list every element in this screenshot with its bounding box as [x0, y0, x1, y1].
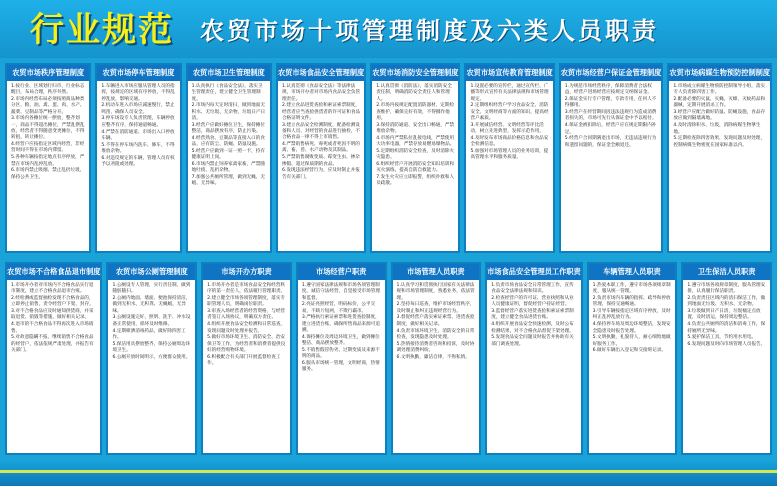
panel-title: 市场经营户职责 — [298, 264, 385, 280]
rule-line: 4.及时发布市场商品价格信息和食品安全检测信息。 — [470, 135, 549, 148]
rule-line: 3.保持消防通道、安全出口畅通，严禁堆放杂物。 — [376, 122, 455, 135]
rule-line: 1.遵守市场各项规章制度，服从管理安排，认真履行保洁职责。 — [687, 283, 766, 295]
rule-line: 6.做好车辆出入登记和交接班记录。 — [592, 348, 666, 354]
rule-panel — [276, 63, 366, 253]
rule-line: 2.坚持每日巡查，维护市场经营秩序，及时制止和纠正违规经营行为。 — [396, 302, 475, 314]
panel-title: 车辆管理人员职责 — [589, 264, 676, 280]
rule-line: 2.亮证亮照经营，明码标价，公平交易，不缺斤短两，不欺行霸市。 — [301, 302, 376, 314]
rule-line: 5.文明执勤，礼貌待人，耐心细致地做好服务工作。 — [592, 335, 671, 347]
rule-line: 3.垃圾做到日产日清，垃圾桶定点放置，及时清运，保持周边整洁。 — [687, 309, 761, 321]
rule-line: 5.严禁销售腐败变质、霉变生虫、掺杂掺假、超过保质期的食品。 — [281, 155, 360, 167]
rule-line: 1.认真执行《食品安全法》，落实卫生管理责任，建立健全卫生管理制度。 — [191, 84, 263, 102]
rule-line: 5.不销售假冒伪劣、过期变质及来源不明的商品。 — [301, 347, 380, 360]
panel-body — [7, 280, 100, 453]
panel-body — [298, 280, 385, 453]
rule-line: 4.严禁在消防通道、市场出入口停放车辆。 — [101, 129, 175, 141]
rule-panel — [296, 262, 387, 455]
panel-body — [466, 81, 552, 251]
rule-panel — [5, 63, 91, 253]
rule-line: 6.发现问题及时向市场管理人员报告。 — [687, 342, 766, 348]
panel-title: 农贸市场停车管理制度 — [97, 65, 179, 81]
footer-accent-line — [0, 470, 777, 473]
rule-line: 3.经营户应配合做好防鼠、防蝇设施，食品存放应做到隔墙离地。 — [673, 110, 766, 122]
rule-line: 3.引导车辆按指定区域有序停放，及时纠正乱停乱放行为。 — [592, 309, 671, 321]
rule-line: 5.对故意隐瞒不报、继续销售不合格食品的经营户，依法依规严肃处理，并报告有关部门。 — [11, 335, 94, 353]
rule-line: 5.经营户合同期满退出市场，无违法违规行为和遗留问题的，保证金全额退还。 — [564, 136, 657, 148]
banner-header — [0, 0, 777, 58]
rule-line: 5.经营户应做到一证一照一卡，持有健康证明上岗。 — [191, 148, 265, 161]
management-rules-row — [5, 63, 772, 253]
panel-body — [669, 81, 770, 251]
rule-line: 4.及时清除积水、垃圾，消除病媒生物孳生地。 — [673, 123, 761, 135]
rule-panel — [464, 63, 554, 253]
rule-line: 3.建立食品安全检测制度，配备检测设备和人员，对经营的食品进行抽检，不合格食品一律不得上市销售。 — [281, 122, 361, 141]
panel-body — [561, 81, 662, 251]
rule-line: 3.经营户在经营期间因违法违规行为造成消费者损失的，市场可先行从保证金中予以赔付。 — [564, 110, 657, 122]
panel-body — [97, 81, 179, 251]
rule-line: 1.认真学习和贯彻执行国家有关法律法规和市场管理制度，熟悉业务，依法管理。 — [396, 283, 475, 301]
rule-line: 7.加强公共厕所管理，做到无蝇、无蛆、无异味。 — [191, 175, 265, 187]
rule-line: 2.保证金实行专户管理，专款专用，任何人不得挪用。 — [564, 97, 657, 109]
rule-line: 2.市场内经营布局必须按照商品种类分区，粮、油、禽、蛋、肉、水产、蔬菜、豆制品等严格分开。 — [11, 97, 85, 115]
rule-line: 2.经检测或监督抽检发现不合格食品的，立即停止销售，责令经营户下架、封存。 — [11, 296, 94, 308]
page-title: 农贸市场十项管理制度及六类人员职责 — [200, 17, 659, 45]
rule-line: 1.认真贯彻《食品安全法》等法律法规，市场开办者对市场内食品安全负管理责任。 — [281, 84, 361, 102]
footer-band — [0, 461, 777, 486]
rule-line: 5.爱护保洁工具，节约用水用电。 — [687, 335, 757, 341]
panel-body — [203, 280, 290, 453]
rule-line: 2.定期组织经营户学习食品安全、消防安全、文明经商等方面的知识，提高经营户素质。 — [470, 103, 549, 121]
rule-line: 3.公厕设施完好，照明、洗手、冲水设备正常使用，损坏及时维修。 — [112, 315, 191, 327]
rule-line: 2.公厕内地面、墙面、便池保持清洁，做到无积水、无积粪、无蝇蛆、无异味。 — [112, 296, 191, 314]
rule-line: 1.车辆进入市场应服从管理人员的指挥，按规定的区域有序停放，不得乱停乱放，影响交通。 — [101, 84, 175, 102]
panel-body — [683, 280, 770, 453]
rule-line: 2.负责责任区域内的清扫保洁工作，做到地面无垃圾、无积水、无杂物。 — [687, 296, 766, 308]
rule-panel — [485, 262, 582, 455]
rule-line: 6.发现违法经营行为，应及时制止并报告有关部门。 — [281, 168, 360, 180]
rule-line: 1.遵守国家法律法规和市场各项管理制度，诚信守法经营，自觉接受市场管理和监督。 — [301, 283, 380, 301]
rule-panel — [370, 63, 460, 253]
rule-line: 3.停车场设专人负责管理，车辆停放应整齐有序，保持通道畅通。 — [101, 116, 175, 128]
panel-body — [188, 81, 270, 251]
panel-body — [589, 280, 676, 453]
rule-line: 1.市场成立病媒生物预防控制领导小组，落实专人负责除四害工作。 — [673, 84, 766, 96]
rule-line: 5.各种车辆按指定地点有序停放，严禁在市场内乱停乱放。 — [11, 155, 85, 167]
rule-line: 1.为规范市场经营秩序，保障消费者合法权益，经营户进场经营应按规定交纳保证金。 — [564, 84, 653, 96]
rule-line: 4.严禁销售病死、毒死或者死因不明的禽、畜、兽、水产动物及其制品。 — [281, 142, 360, 154]
rule-line: 6.文明执勤，廉洁自律，不徇私情。 — [396, 354, 470, 360]
rule-line: 2.建立食品进货查验和索证索票制度，经营者应当查验供货者的许可证和食品合格证明文件。 — [281, 103, 361, 121]
rule-line: 1.按行业、区域划行归市，行业标志醒目，布局合理，秩序井然。 — [11, 84, 85, 96]
panel-body — [372, 81, 458, 251]
panel-title: 农贸市场病媒生物预防控制制度 — [669, 65, 770, 81]
rule-line: 3.对不合格食品应及时通知供货商，并采取退货、销毁等措施，做好相关记录。 — [11, 309, 94, 321]
rule-panel — [681, 262, 772, 455]
panel-title: 农贸市场不合格食品退市制度 — [7, 264, 100, 280]
rule-line: 6.对违反规定的车辆，管理人员有权予以劝阻或处理。 — [101, 155, 175, 168]
rule-line: 2.负责市场内车辆的指挥、疏导和停放管理，保持交通畅通。 — [592, 296, 671, 308]
panel-body — [108, 280, 195, 453]
rule-line: 6.市场内禁止饲养家禽家畜，严禁随地吐痰、乱扔杂物。 — [191, 162, 265, 174]
rule-line: 3.监督经营户落实进货查验和索证索票制度，建立健全食品进货台账。 — [491, 309, 574, 321]
panel-body — [393, 280, 480, 453]
industry-standard-title: 行业规范 — [30, 10, 174, 50]
panel-body — [487, 280, 580, 453]
rule-line: 4.保持停车场及周边环境整洁，发现安全隐患及时报告处理。 — [592, 322, 671, 334]
panel-body — [278, 81, 364, 251]
rule-panel — [201, 262, 292, 455]
panel-title: 市场管理人员职责 — [393, 264, 480, 280]
rule-line: 6.市场内禁止吸烟、禁止乱扔垃圾，保持公共卫生。 — [11, 168, 85, 180]
rule-panel — [559, 63, 664, 253]
rule-line: 4.组织开展食品安全快速检测，及时公布检测结果，对不合格食品督促下架处理。 — [491, 322, 574, 334]
rule-line: 5.保洁用具摆放整齐，保持公厕周边环境卫生。 — [112, 341, 191, 353]
rule-line: 4.定期喷洒消毒药品，做好除四害工作。 — [112, 328, 186, 340]
rule-panel — [587, 262, 678, 455]
rule-line: 3.市场内各摊位统一摆放，整齐划一，商品不得超出摊位，严禁乱摆乱放，经营者不得随意变更摊位，不得转租、转让摊位。 — [11, 116, 85, 141]
panel-title: 市场食品安全管理员工作职责 — [487, 264, 580, 280]
rule-line: 5.定期检查除四害效果，发现问题及时处理，控制病媒生物密度在国家标准以内。 — [673, 136, 766, 148]
panel-title: 农贸市场秩序管理制度 — [7, 65, 89, 81]
rule-panel — [667, 63, 772, 253]
rule-line: 2.市场内按规定配置消防器材，定期检查维护，确保完好有效，不得挪作他用。 — [376, 103, 455, 121]
rule-line: 1.热爱本职工作，遵守市场各项规章制度，服从统一管理。 — [592, 283, 671, 295]
rule-panel — [106, 262, 197, 455]
rule-line: 5.加强对市场管理人员的业务培训，提高管理水平和服务质量。 — [470, 148, 549, 161]
rule-line: 3.开展诚信经营、文明经营等评比活动，树立先进典型，发挥示范作用。 — [470, 122, 544, 135]
panel-title: 农贸市场消防安全管理制度 — [372, 65, 458, 81]
rule-line: 4.组织开展食品安全检测和日常巡查，发现问题及时处理并报告。 — [207, 322, 286, 334]
rule-line: 2.配备必要的灭鼠、灭蝇、灭蟑、灭蚊药品和器械，定期开展消杀工作。 — [673, 97, 766, 109]
rule-line: 1.负责市场食品安全日常管理工作，宣传食品安全法律法规和知识。 — [491, 283, 574, 295]
rule-panel — [391, 262, 482, 455]
rule-line: 6.组织经营户开展消防安全知识培训和灭火演练，提高自防自救能力。 — [376, 162, 455, 174]
rule-line: 2.建立健全市场各项管理制度，落实专职管理人员，明确岗位职责。 — [207, 296, 286, 308]
rule-line: 1.认真贯彻《消防法》，落实消防安全责任制，明确消防安全责任人和管理人。 — [376, 84, 452, 102]
rule-line: 1.公厕设专人管理，实行责任制，做到随脏随扫。 — [112, 283, 191, 295]
rule-line: 6.服从市场统一管理，文明经商，热情服务。 — [301, 361, 380, 373]
rule-panel — [95, 63, 181, 253]
rule-line: 2.机动车进入市场应减速慢行，禁止鸣笛，确保人员安全。 — [101, 103, 175, 115]
rule-line: 6.积极配合有关部门开展监督检查工作。 — [207, 354, 281, 367]
rule-line: 4.负责市场环境卫生、消防安全的日常检查，发现隐患及时处理。 — [396, 328, 475, 340]
rule-line: 5.发现食品安全问题及时报告并协助有关部门调查处理。 — [491, 335, 574, 347]
rule-line: 4.经营户应按指定区域内经营，非经营时间不得在市场内滞留。 — [11, 142, 85, 154]
rule-panel — [5, 262, 102, 455]
rule-line: 4.市场内严禁私拉乱接电线，严禁使用大功率电器，严禁存放易燃易爆物品。 — [376, 135, 455, 148]
panel-body — [7, 81, 89, 251]
rule-line: 2.市场内每天定时清扫，做到地面无积水、无垃圾、无杂物，垃圾日产日清。 — [191, 103, 266, 121]
panel-title: 卫生保洁人员职责 — [683, 264, 770, 280]
rule-line: 3.审查入场经营者的经营资格，与经营者签订入场协议，明确双方责任。 — [207, 309, 286, 321]
panel-title: 农贸市场公厕管理制度 — [108, 264, 195, 280]
panel-title: 农贸市场卫生管理制度 — [188, 65, 270, 81]
rule-line: 1.设置必要的宣传栏，通过宣传栏、广播等形式宣传有关法律法规和市场管理规定。 — [470, 84, 549, 102]
rule-line: 2.检查经营户的许可证、营业执照和从业人员健康证明，督促经营户持证经营。 — [491, 296, 574, 308]
rule-line: 5.定期组织消防安全检查，及时消除火灾隐患。 — [376, 148, 455, 161]
rule-line: 5.做好市场环境卫生、消防安全、治安保卫等工作，为经营者和消费者提供良好的经营购物环境。 — [207, 335, 286, 353]
panel-title: 农贸市场经营户保证金管理制度 — [561, 65, 662, 81]
rule-line: 1.市场开办者是市场食品安全和经营秩序的第一责任人，依法履行管理职责。 — [207, 283, 286, 295]
rule-line: 1.市场开办者对市场内不合格食品实行退市制度，建立不合格食品退市台账。 — [11, 283, 94, 295]
rule-line: 4.保持摊位及周边环境卫生，做到摊位整洁、商品摆放整齐。 — [301, 334, 380, 347]
rule-line: 4.退市的不合格食品不得再次进入市场销售。 — [11, 322, 94, 334]
rule-line: 4.经营熟食、豆制品等直接入口的食品，应有防尘、防蝇、防鼠设施。 — [191, 135, 265, 148]
panel-title: 农贸市场宣传教育管理制度 — [466, 65, 552, 81]
rule-line: 6.公厕开放时间明示，方便群众使用。 — [112, 354, 191, 360]
panel-title: 市场开办方职责 — [203, 264, 290, 280]
rule-line: 5.不得在停车场内洗车、修车，不得堆放杂物。 — [101, 142, 175, 154]
rule-line: 4.负责公共厕所的清洁和消毒工作，保持厕所无异味。 — [687, 322, 766, 334]
rule-line: 4.保证金被扣除后，经营户应在规定期限内补足。 — [564, 123, 657, 135]
rule-line: 7.发生火灾应立即报警，组织扑救和人员疏散。 — [376, 175, 455, 187]
rule-line: 5.热情接待消费者咨询和投诉，及时协调处理消费纠纷。 — [396, 341, 475, 353]
rule-line: 3.严格执行索证索票和进货查验制度，建立进货台账，确保所售商品来源可追溯。 — [301, 315, 380, 334]
rule-panel — [186, 63, 272, 253]
rule-line: 3.督促经营户落实索证索票、进货查验制度，做好相关记录。 — [396, 315, 475, 327]
panel-title: 农贸市场食品安全管理制度 — [278, 65, 364, 81]
rule-line: 3.经营户应做好摊位卫生，保持摊位整洁，商品摆放有序，防止污染。 — [191, 122, 265, 135]
staff-duties-row — [5, 262, 772, 455]
